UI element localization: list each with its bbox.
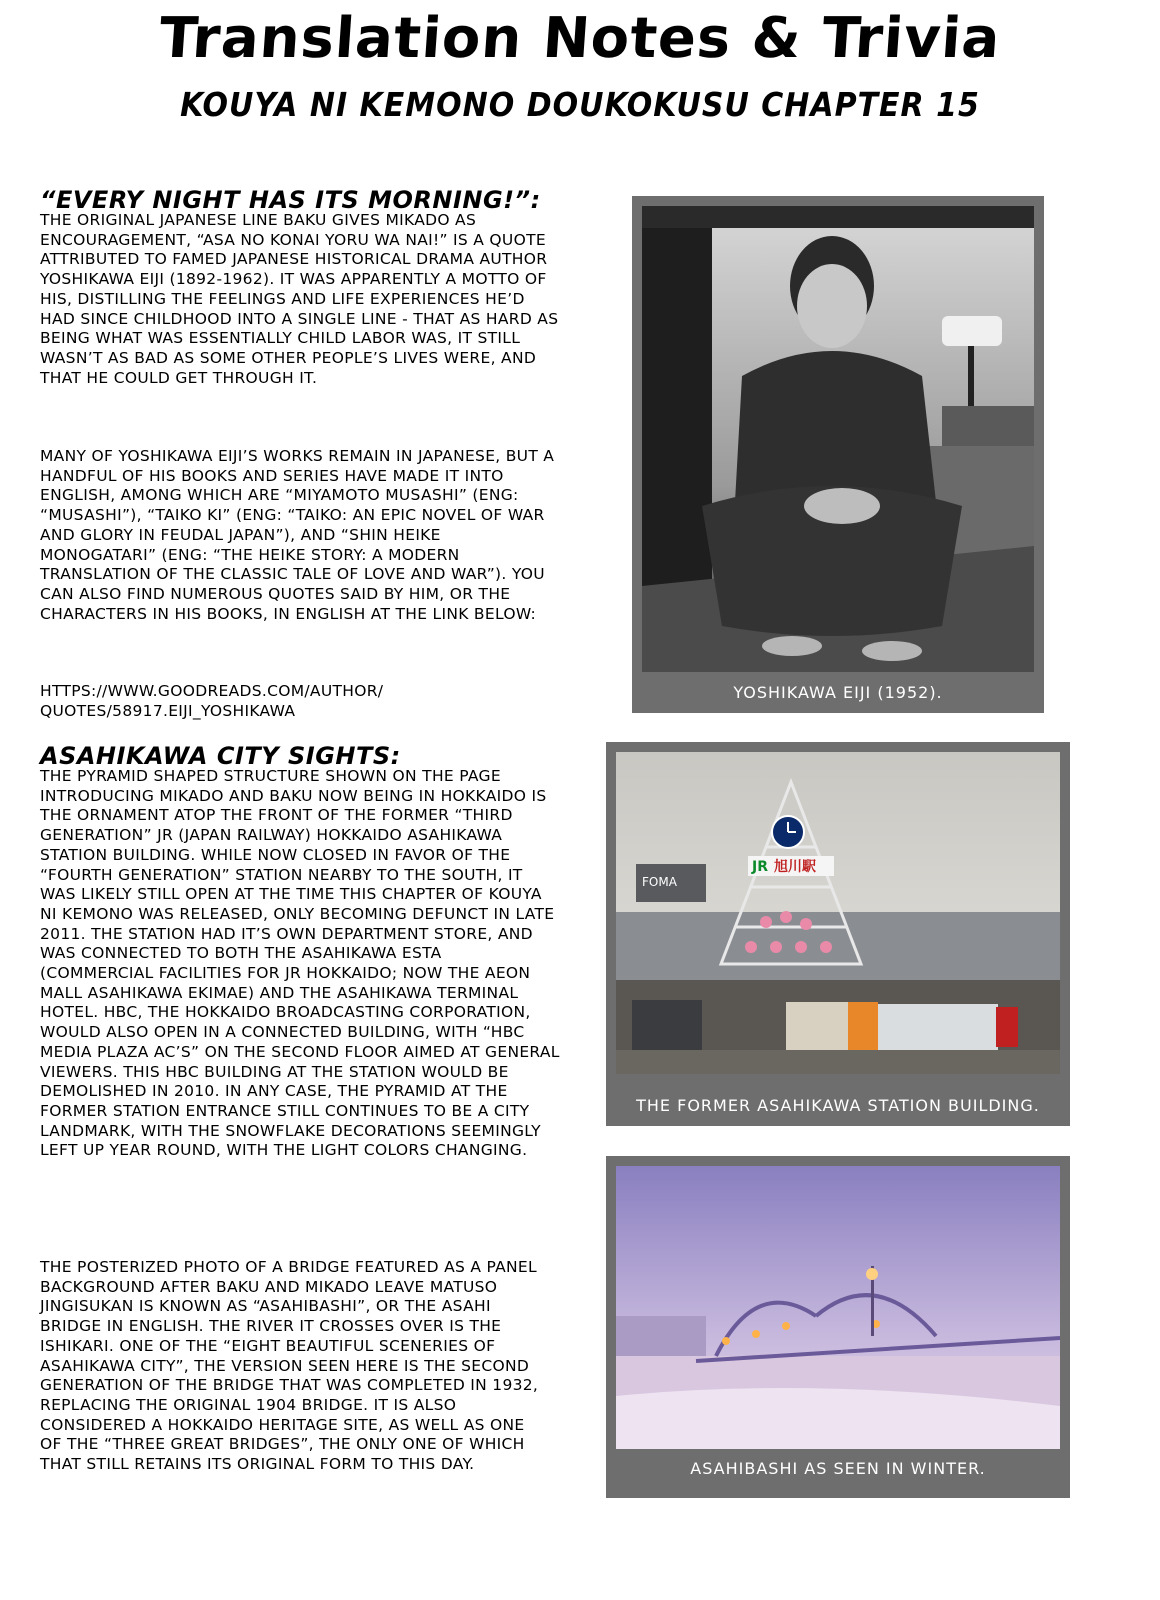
page-subtitle: KOUYA NI KEMONO DOUKOKUSU CHAPTER 15 xyxy=(180,86,980,125)
paragraph-yoshikawa-motto: THE ORIGINAL JAPANESE LINE BAKU GIVES MIKADO AS ENCOURAGEMENT, “ASA NO KONAI YORU WA NAI!” IS A QUOTE ATTRIBUTED TO FAMED JAPANESE HISTORICAL DRAMA AUTHOR YOSHIKAWA EIJI (1892-1962). IT WAS APPARENTLY A MOTTO OF HIS, DISTILLING THE FEELINGS AND LIFE EXPERIENCES HE’D HAD SINCE CHILDHOOD INTO A SINGLE LINE - THAT AS HARD AS BEING WHAT WAS ESSENTIALLY CHILD LABOR WAS, IT STILL WASN’T AS BAD AS SOME OTHER PEOPLE’S LIVES WERE, AND THAT HE COULD GET THROUGH IT. xyxy=(40,211,559,387)
asahikawa-station-photo xyxy=(616,752,1060,1074)
station-sign-jr: JR xyxy=(752,859,768,875)
goodreads-link-line2[interactable]: QUOTES/58917.EIJI_YOSHIKAWA xyxy=(40,702,296,720)
asahibashi-photo xyxy=(616,1166,1060,1449)
photo-caption-yoshikawa: YOSHIKAWA EIJI (1952). xyxy=(733,683,943,702)
paragraph-asahikawa-station: THE PYRAMID SHAPED STRUCTURE SHOWN ON THE PAGE INTRODUCING MIKADO AND BAKU NOW BEING IN HOKKAIDO IS THE ORNAMENT ATOP THE FRONT OF THE FORMER “THIRD GENERATION” JR (JAPAN RAILWAY) HOKKAIDO ASAHIKAWA STATION BUILDING. WHILE NOW CLOSED IN FAVOR OF THE “FOURTH GENERATION” STATION NEARBY TO THE SOUTH, IT WAS LIKELY STILL OPEN AT THE TIME THIS CHAPTER OF KOUYA NI KEMONO WAS RELEASED, ONLY BECOMING DEFUNCT IN LATE 2011. THE STATION HAD IT’S OWN DEPARTMENT STORE, AND WAS CONNECTED TO BOTH THE ASAHIKAWA ESTA (COMMERCIAL FACILITIES FOR JR HOKKAIDO; NOW THE AEON MALL ASAHIKAWA EKIMAE) AND THE ASAHIKAWA TERMINAL HOTEL. HBC, THE HOKKAIDO BROADCASTING CORPORATION, WOULD ALSO OPEN IN A CONNECTED BUILDING, WITH “HBC MEDIA PLAZA AC’S” ON THE SECOND FLOOR AIMED AT GENERAL VIEWERS. THIS HBC BUILDING AT THE STATION WOULD BE DEMOLISHED IN 2010. IN ANY CASE, THE PYRAMID AT THE FORMER STATION ENTRANCE STILL CONTINUES TO BE A CITY LANDMARK, WITH THE SNOWFLAKE DECORATIONS SEEMINGLY LEFT UP YEAR ROUND, WITH THE LIGHT COLORS CHANGING. xyxy=(40,767,560,1160)
section-heading-morning: “EVERY NIGHT HAS ITS MORNING!”: xyxy=(40,186,541,214)
yoshikawa-portrait-photo xyxy=(642,206,1034,672)
goodreads-link-line1[interactable]: HTTPS://WWW.GOODREADS.COM/AUTHOR/ xyxy=(40,682,384,700)
photo-frame-yoshikawa xyxy=(632,196,1044,713)
page-title: Translation Notes & Trivia xyxy=(157,6,1003,71)
station-sign-kanji: 旭川駅 xyxy=(774,859,816,875)
photo-caption-station: THE FORMER ASAHIKAWA STATION BUILDING. xyxy=(636,1096,1040,1115)
photo-frame-station xyxy=(606,742,1070,1126)
paragraph-yoshikawa-works: MANY OF YOSHIKAWA EIJI’S WORKS REMAIN IN JAPANESE, BUT A HANDFUL OF HIS BOOKS AND SERIES HAVE MADE IT INTO ENGLISH, AMONG WHICH ARE “MIYAMOTO MUSASHI” (ENG: “MUSASHI”), “TAIKO KI” (ENG: “TAIKO: AN EPIC NOVEL OF WAR AND GLORY IN FEUDAL JAPAN”), AND “SHIN HEIKE MONOGATARI” (ENG: “THE HEIKE STORY: A MODERN TRANSLATION OF THE CLASSIC TALE OF LOVE AND WAR”). YOU CAN ALSO FIND NUMEROUS QUOTES SAID BY HIM, OR THE CHARACTERS IN HIS BOOKS, IN ENGLISH AT THE LINK BELOW: xyxy=(40,447,555,623)
paragraph-asahibashi: THE POSTERIZED PHOTO OF A BRIDGE FEATURED AS A PANEL BACKGROUND AFTER BAKU AND MIKADO LEAVE MATUSO JINGISUKAN IS KNOWN AS “ASAHIBASHI”, OR THE ASAHI BRIDGE IN ENGLISH. THE RIVER IT CROSSES OVER IS THE ISHIKARI. ONE OF THE “EIGHT BEAUTIFUL SCENERIES OF ASAHIKAWA CITY”, THE VERSION SEEN HERE IS THE SECOND GENERATION OF THE BRIDGE THAT WAS COMPLETED IN 1932, REPLACING THE ORIGINAL 1904 BRIDGE. IT IS ALSO CONSIDERED A HOKKAIDO HERITAGE SITE, AS WELL AS ONE OF THE “THREE GREAT BRIDGES”, THE ONLY ONE OF WHICH THAT STILL RETAINS ITS ORIGINAL FORM TO THIS DAY. xyxy=(40,1258,539,1474)
photo-caption-asahibashi: ASAHIBASHI AS SEEN IN WINTER. xyxy=(690,1459,986,1478)
photo-frame-asahibashi xyxy=(606,1156,1070,1498)
station-sign-foma: FOMA xyxy=(642,875,677,889)
section-heading-asahikawa: ASAHIKAWA CITY SIGHTS: xyxy=(40,742,401,770)
